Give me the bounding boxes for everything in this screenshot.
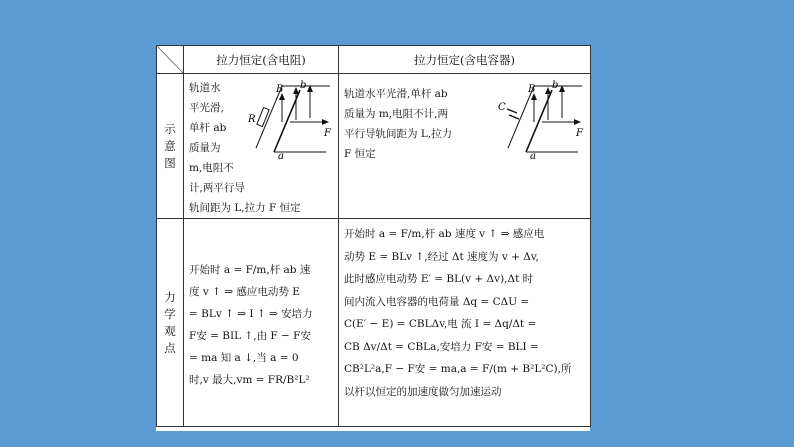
- header-resistor: 拉力恒定(含电阻): [184, 46, 339, 74]
- resistor-diagram-cell: [184, 74, 339, 219]
- text-line: 度 v ↑ ⇒ 感应电动势 E: [189, 285, 300, 298]
- text-line: 轨道水: [189, 82, 221, 94]
- text-line: 动势 E = BLv ↑,经过 Δt 速度为 v + Δv,: [344, 250, 539, 263]
- text-line: 此时感应电动势 E′ = BL(v + Δv),Δt 时: [344, 273, 534, 285]
- text-line: C(E′ − E) = CBLΔv,电 流 I = Δq/Δt =: [344, 318, 537, 330]
- resistor-mechanics-text: [189, 259, 334, 391]
- diagram-label: B: [528, 84, 536, 95]
- text-line: CB²L²a,F − F安 = ma,a = F/(m + B²L²C),所: [344, 363, 572, 375]
- physics-table-sheet: [156, 45, 590, 431]
- diagram-label: a: [530, 151, 536, 160]
- capacitor-mechanics-cell: [339, 219, 591, 427]
- capacitor-circuit-diagram: [490, 78, 586, 160]
- text-line: 时,v 最大,vm = FR/B²L²: [189, 373, 310, 386]
- text-line: 质量为: [189, 142, 221, 154]
- capacitor-mechanics-text: [344, 223, 586, 403]
- diagram-label: C: [498, 102, 506, 113]
- diagram-label: R: [248, 114, 256, 125]
- header-capacitor: 拉力恒定(含电容器): [339, 46, 591, 74]
- row-label-mechanics: [157, 219, 184, 427]
- row-label-text-mechanics: 力 学 观 点: [164, 289, 176, 355]
- header-row: [157, 46, 591, 74]
- text-line: 以杆以恒定的加速度做匀加速运动: [344, 385, 502, 398]
- text-line: CB Δv/Δt = CBLa,安培力 F安 = BLI =: [344, 340, 539, 353]
- diagram-label: F: [324, 128, 331, 139]
- capacitor-diagram-cell: [339, 74, 591, 219]
- row-label-diagram: [157, 74, 184, 219]
- resistor-circuit-diagram: [238, 78, 334, 160]
- text-line: = ma 知 a ↓,当 a = 0: [189, 351, 299, 364]
- text-line: 间内流入电容器的电荷量 Δq = CΔU =: [344, 295, 530, 308]
- diagram-label: B: [276, 84, 284, 95]
- diagram-label: b: [552, 80, 559, 91]
- corner-cell: [157, 46, 184, 74]
- text-line: F 恒定: [344, 148, 376, 160]
- text-line: 轨间距为 L,拉力 F 恒定: [189, 202, 301, 214]
- text-line: 轨道水平光滑,单杆 ab: [344, 88, 448, 100]
- comparison-table: [156, 45, 591, 427]
- resistor-mechanics-cell: [184, 219, 339, 427]
- text-line: 质量为 m,电阻不计,两: [344, 108, 448, 120]
- text-line: F安 = BIL ↑,由 F − F安: [189, 329, 311, 342]
- text-line: 开始时 a = F/m,杆 ab 速: [189, 263, 311, 276]
- diagram-label: a: [278, 151, 284, 160]
- diagram-label: b: [300, 80, 307, 91]
- text-line: 开始时 a = F/m,杆 ab 速度 v ↑ ⇒ 感应电: [344, 228, 545, 240]
- text-line: m,电阻不计,两平行导: [189, 162, 245, 194]
- text-line: 单杆 ab: [189, 122, 227, 134]
- text-line: = BLv ↑ ⇒ I ↑ ⇒ 安培力: [189, 307, 313, 320]
- diagram-row: [157, 74, 591, 219]
- text-line: 平行导轨间距为 L,拉力: [344, 128, 453, 140]
- row-label-text-diagram: 示 意 图: [164, 121, 176, 170]
- diagram-label: F: [576, 128, 583, 139]
- mechanics-row: [157, 219, 591, 427]
- text-line: 平光滑,: [189, 102, 224, 114]
